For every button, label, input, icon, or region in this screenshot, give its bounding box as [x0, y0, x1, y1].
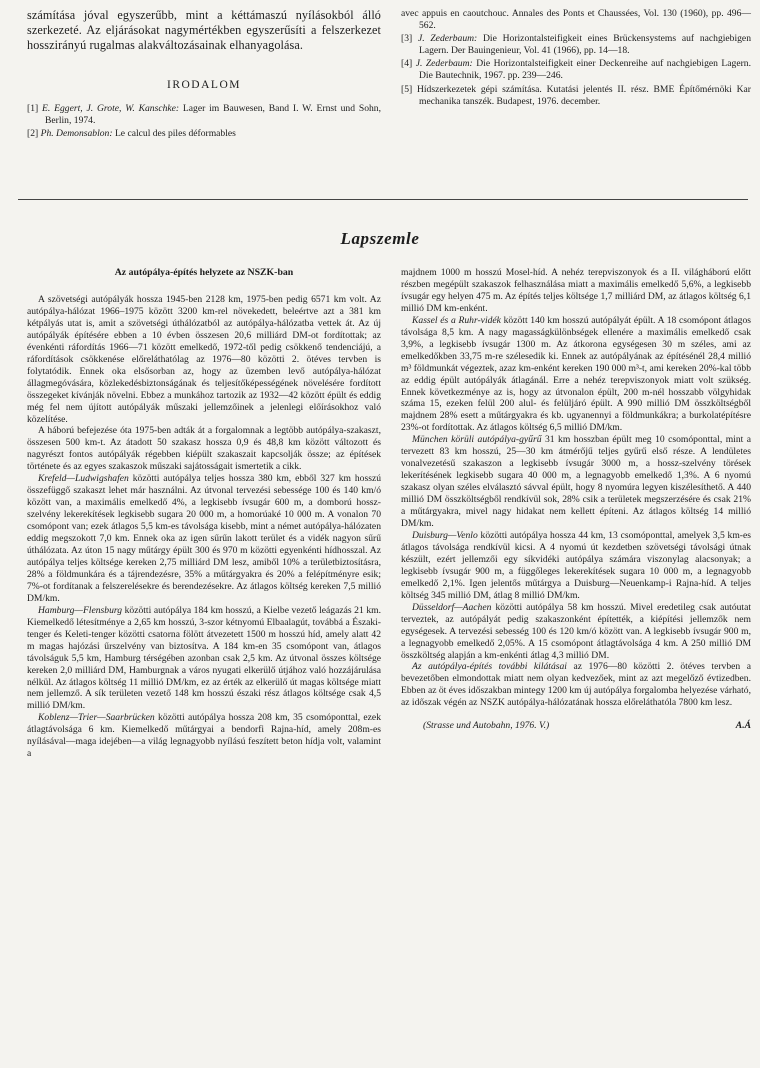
article-body-left — [27, 294, 381, 760]
reference-item — [401, 84, 751, 108]
article-paragraph — [401, 602, 751, 662]
reference-number: [2] — [27, 128, 41, 140]
reference-authors: E. Eggert, J. Grote, W. Kanschke: — [42, 103, 180, 114]
article-paragraph — [27, 712, 381, 760]
reference-authors: Ph. Demonsablon: — [40, 128, 113, 140]
references-list-left — [27, 103, 381, 140]
reference-item — [401, 8, 751, 32]
article-paragraph — [27, 294, 381, 425]
article-body-right — [401, 267, 751, 709]
reference-item — [27, 128, 381, 140]
article-column-right — [401, 267, 751, 731]
article-footer — [401, 720, 751, 731]
reference-authors: J. Zederbaum: — [415, 58, 473, 70]
references-heading: IRODALOM — [167, 79, 241, 91]
article-paragraph — [401, 530, 751, 602]
article-paragraph — [27, 473, 381, 604]
reference-item — [401, 33, 751, 57]
article-paragraph — [27, 425, 381, 473]
paragraph-lead: München körüli autópálya-gyűrű — [412, 434, 542, 446]
paragraph-text: közötti autópálya teljes hossza 380 km, ebből 327 km hosszú összefüggő szakaszt lehet már használni. Az útvonal tervezési sebessége 100 és 140 km/ó között van, a maximális emelkedő 4%, a legkisebb ívsugár 600 m, a domború hossz-szelvény lekerekítések legkisebb sugara 20 000 m, a homorúaké 10 000 m. A vonalon 70 csomópont van; ezek átlagos 5,5 km-es távolsága kisebb, mint a német autópálya-hálózaten eddig megszokott 7,0 km. Ennek oka az igen sűrűn lakott terület és a vidék nagyon sűrű úthálózata. Az úton 15 nagy műtárgy épült 300 és 970 m közötti egyenkénti hídhosszal. Az autópálya teljes költsége kereken 2,75 milliárd DM lesz, amiből 10% a területbiztosításra, 28% a földmunkára és a tájrendezésre, 35% a műtárgyakra és 20% a felépítményre esik; 7%-ot fordítanak a felszerelésekre és berendezésekre. Az átlagos költség kereken 7,5 millió DM/km. — [27, 473, 381, 604]
reference-number: [1] — [27, 103, 43, 114]
paragraph-lead: Kassel és a Ruhr-vidék — [412, 314, 501, 326]
article-paragraph — [401, 661, 751, 709]
paragraph-text: közötti autópálya 58 km hosszú. Mivel eredetileg csak autóutat terveztek, az autópályát pedig szakaszonként építették, a kiépítési jellemzők nem egységesek. A tervezési sebesség 100 és 120 km/ó között van. A legkisebb ívsugár 900 m, a legnagyobb emelkedő 2,05%. A 15 csomópont átlagtávolsága 4 km. A 250 millió DM összköltség alapján a km-enkénti átlag 4,3 millió DM. — [401, 601, 751, 661]
paragraph-text: között 140 km hosszú autópályát épült. A 18 csomópont átlagos távolsága 8,5 km. A nagy magasságkülönbségek ellenére a maximális emelkedő csak 3,9%, a legkisebb ívsugár 1300 m. Az átkorona egységesen 30 m széles, ami az emelkedőkben 33,75 m-re szélesedik ki. Ennek az autópályának az építésénél 28,4 millió m³ földmunkát végeztek, azaz km-enként kereken 190 000 m³-t, ami kereken 20%-kal több az eddig épült autópályák átlagánál. Erre a nehéz terepviszonyok miatt volt szükség. Ennek következménye az is, hogy az útvonalon épült, 200 m-nél hosszabb völgyhidak száma 15, ezeken felül 200 alul- és felüljáró épült. A 990 millió DM összköltségből majdnem 28% esett a műtárgyakra és kb. ugyanennyi a földmunkákra; a burkolatépítésre 23%-ot fordítottak. Az átlagos költség 6,5 millió DM/km. — [401, 314, 751, 434]
article-column-left — [27, 267, 381, 760]
reference-text: Hídszerkezetek gépi számítása. Kutatási jelentés II. rész. BME Építőmérnöki Kar mechanika tanszék. Budapest, 1976. december. — [416, 83, 751, 107]
article-title: Az autópálya-építés helyzete az NSZK-ban — [114, 267, 294, 278]
article-signature: A.Á — [735, 720, 751, 732]
reference-number: [3] — [401, 33, 418, 45]
section-title: Lapszemle — [340, 229, 420, 248]
paragraph-text: az 1976—80 közötti 2. ötéves tervben a bevezetőben elmondottak miatt nem olyan kedvezőek, mint az azt megelőző évtizedben. Ebben az öt éves időszakban mintegy 1200 km új autópálya forgalomba helyezése várható, az időszak végén az NSZK autópálya-hálózatának hossza előreláthatóla 7800 km lesz. — [401, 661, 751, 709]
paragraph-text: közötti autópálya hossza 208 km, 35 csomóponttal, ezek átlagtávolsága 6 km. Kiemelkedő műtárgyai a bendorfi Rajna-híd, amely 208m-es nyílásával—maga idejében—a világ legnagyobb nyílású feszített beton hídja volt, valamint a — [27, 712, 381, 760]
paragraph-lead: Krefeld—Ludwigshafen — [38, 473, 129, 485]
paragraph-text: majdnem 1000 m hosszú Mosel-híd. A nehéz terepviszonyok és a II. világháború előtt részben megépült szakaszok felhasználása miatt a maximális emelkedő 5,6%, a legkisebb ívsugár egy helyen 475 m. Az építés teljes költsége 1,7 milliárd DM, az átlagos költség 6,1 millió DM km-enként. — [401, 267, 751, 314]
paragraph-lead: Koblenz—Trier—Saarbrücken — [38, 712, 155, 724]
reference-item — [401, 58, 751, 82]
paragraph-text: A háború befejezése óta 1975-ben adták át a forgalomnak a legtöbb autópálya-szakaszt, összesen 500 km-t. Az átadott 50 szakasz hossza 0,9 és 48,8 km között változott és nagyrészt fontos autópályák régebben kiépült szakaszait kapcsolják össze; az építések története és az egyes szakaszok műszaki sajátosságait ismertetik a cikk. — [27, 425, 381, 473]
paragraph-text: közötti autópálya 184 km hosszú, a Kielbe vezető leágazás 21 km. Kiemelkedő létesítménye a 2,65 km hosszú, 3-szor kétnyomú Elbaalagút, továbbá a Északi-tenger és Keleti-tenger közötti csatorna fölött átvezetett 1500 m hosszú híd, amely alatt 42 m magas hajózási űrszelvény van biztosítva. A 184 km-en 35 csomópont van, átlagos távolságuk 5,5 km, Hamburg térségében azonban csak 2,5 km. Az útvonal összes költsége kereken 2,0 milliárd DM, Hamburgnak a város nyugati elkerülő útjához való hozzájárulása nélkül. Az átlagos költség 11 millió DM/km, ez az érték az elkerülő út magas költsége miatt nem jellemző. A sík területen vezető 148 km hosszú északi rész átlagos költsége csak 4,5 millió DM/km. — [27, 604, 381, 712]
references-list-right — [401, 8, 751, 108]
paragraph-lead: Az autópálya-építés további kilátásai — [412, 661, 567, 673]
reference-text: Le calcul des piles déformables — [112, 128, 236, 140]
reference-item — [27, 103, 381, 127]
section-divider — [18, 199, 748, 200]
paragraph-lead: Hamburg—Flensburg — [38, 604, 123, 616]
reference-authors: J. Zederbaum: — [417, 33, 478, 45]
article-paragraph — [27, 605, 381, 713]
article-source: (Strasse und Autobahn, 1976. V.) — [423, 720, 550, 732]
paragraph-lead: Düsseldorf—Aachen — [412, 601, 492, 613]
intro-column — [27, 8, 381, 141]
article-paragraph — [401, 434, 751, 530]
paragraph-text: A szövetségi autópályák hossza 1945-ben 2128 km, 1975-ben pedig 6571 km volt. Az autópálya-hálózat 1966–1975 között 3200 km-rel növekedett, beleértve azt a 381 km kétpályás utat is, amit a szövetségi úthálózatból az autópálya-hálózatba vettek át. Az új autópályák építésére ebben a 10 évben összesen 20,6 milliárd DM-ot fordítottak; az évenkénti ráfordítás 1966—71 között emelkedő, 1972-től pedig csökkenő tendenciájú, a ráfordítások csökkenése előreláthatólag az 1976—80 közötti 2. ötéves tervben is folytatódik. Ennek oka elsősorban az, hogy az üzemben levő autópálya-hálózat állagmegóvására, közlekedésbiztonságának és teljesítőképességének növelésére fordított összegeket kívánják növelni. Ebbez a munkához tartozik az 1932—42 között épült és eddig még fel nem újított autópályák műszaki jellemzőinek a jelenlegi előírásokhoz való közelítése. — [27, 294, 381, 425]
article-paragraph — [401, 267, 751, 315]
reference-number: [4] — [401, 58, 416, 70]
paragraph-text: 31 km hosszban épült meg 10 csomóponttal, mint a tervezett 83 km hosszú, 25—30 km átmérőjű teljes gyűrű első része. A lendületes vonalvezetésű szakaszon a legkisebb ívsugár 3000 m, a hossz-szelvény törések lekerítésének legkisebb sugara 40 000 m, a legnagyobb emelkedő 1,3%. A 6 nyomú szakasz olyan széles elválasztó sávval épült, hogy 8 nyomúra legyen kiszélesíthető. A 440 millió DM összköltségből rendkívül sok, 28% csik a területek megszerzésére és csak 21% a műtárgyakra, mivel nagy hidakat nem kellett építeni. Az átlagos költség 14 millió DM/km. — [401, 434, 752, 530]
article-paragraph — [401, 315, 751, 435]
reference-text: avec appuis en caoutchouc. Annales des Ponts et Chaussées, Vol. 130 (1960), pp. 496—562. — [401, 8, 751, 32]
reference-number: [5] — [401, 83, 417, 95]
reference-text: Lager im Bauwesen, Band I. W. Ernst und Sohn, Berlin, 1974. — [45, 103, 381, 127]
reference-text: Die Horizontalsteifigkeit einer Deckenreihe auf nachgiebigen Lagern. Die Bautechnik, 1967. pp. 239—246. — [419, 58, 752, 82]
reference-text: Die Horizontalsteifigkeit eines Brückensystems auf nachgiebigen Lagern. Der Bauingenieur, Vol. 41 (1966), pp. 14—18. — [419, 33, 751, 57]
paragraph-text: közötti autópálya hossza 44 km, 13 csomóponttal, amelyek 3,5 km-es átlagos távolsága rendkívül kicsi. A 4 nyomú út kezdetben szövetségi távolsági útnak készült, ezért jellemzői egy síkvidéki autópálya számára viszonylag alacsonyak; a legkisebb ívsugár 900 m, a függőleges lekerekítések sugara 10 000 m, a legnagyobb emelkedő 2,1%. Igen jelentős műtárgya a Duisburg—Neuenkamp-i Rajna-híd. A teljes költség 345 millió DM, átlag 8 millió DM/km. — [401, 529, 751, 601]
intro-paragraph: számítása jóval egyszerűbb, mint a kéttámaszú nyílásokból álló szerkezeté. Az eljárásokat nagymértékben egyszerűsíti a felszerkezet hosszirányú rugalmas alakváltozásainak elhanyagolása. — [27, 8, 381, 52]
references-column-right — [401, 8, 751, 109]
paragraph-lead: Duisburg—Venlo — [412, 529, 478, 541]
